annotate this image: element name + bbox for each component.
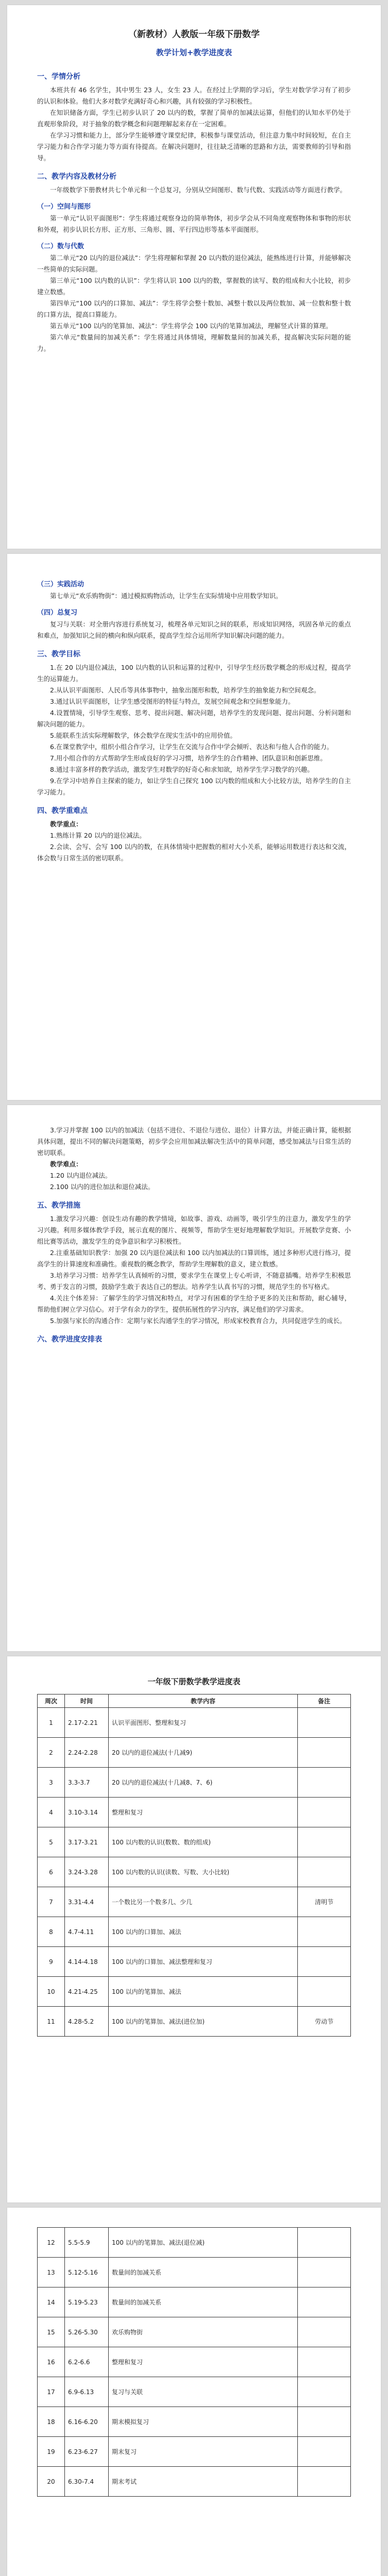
goal-item: 4.设置情境，引导学生观察、思考、提出问题、解决问题，培养学生的发现问题、提出问题、分析问题和解决问题的能力。 xyxy=(37,709,351,728)
goal-item: 3.通过认识平面图形，让学生感受图形的特征与特点，发展空间观念和空间想象能力。 xyxy=(50,698,295,705)
cell-content: 100 以内的口算加、减法整理和复习 xyxy=(109,1947,298,1977)
cell-week: 12 xyxy=(38,2228,65,2258)
subheading-space-shape: （一）空间与图形 xyxy=(37,203,91,211)
unit-description: 第四单元“100 以内的口算加、减法”：学生将学会整十数加、减整十数以及两位数加、减一位数和整十数的口算方法，提高口算能力。 xyxy=(37,299,351,318)
column-header-note: 备注 xyxy=(298,1694,351,1708)
cell-week: 4 xyxy=(38,1798,65,1827)
cell-week: 17 xyxy=(38,2377,65,2407)
cell-date: 4.28-5.2 xyxy=(65,2007,109,2037)
cell-week: 6 xyxy=(38,1857,65,1887)
cell-date: 3.31-4.4 xyxy=(65,1887,109,1917)
unit-description: 第一单元“认识平面图形”：学生将通过观察身边的简单物体，初步学会从不同角度观察物体和事物的形状和外观，初步认识长方形、正方形、三角形、圆、平行四边形等基本平面图形。 xyxy=(37,214,351,233)
cell-content: 整理和复习 xyxy=(109,1798,298,1827)
cell-content: 100 以内数的认识(读数、写数、大小比较) xyxy=(109,1857,298,1887)
cell-content: 期末模拟复习 xyxy=(109,2407,298,2437)
cell-date: 6.30-7.4 xyxy=(65,2467,109,2497)
cell-week: 9 xyxy=(38,1947,65,1977)
goal-item: 5.能联系生活实际理解数学，体会数学在现实生活中的应用价值。 xyxy=(50,732,237,739)
cell-content: 整理和复习 xyxy=(109,2347,298,2377)
cell-week: 10 xyxy=(38,1977,65,2007)
cell-note xyxy=(298,2258,351,2287)
cell-date: 6.9-6.13 xyxy=(65,2377,109,2407)
table-row xyxy=(38,2437,351,2467)
cell-note xyxy=(298,1947,351,1977)
column-header-week: 周次 xyxy=(38,1694,65,1708)
cell-content: 100 以内的笔算加、减法 xyxy=(109,1977,298,2007)
section-heading-measures: 五、教学措施 xyxy=(37,1201,80,1210)
cell-week: 5 xyxy=(38,1827,65,1857)
cell-content: 100 以内的笔算加、减法(进位加) xyxy=(109,2007,298,2037)
section-heading-learning-analysis: 一、学情分析 xyxy=(37,73,80,81)
subheading-practice: （三）实践活动 xyxy=(37,581,85,588)
schedule-table-title: 一年级下册数学教学进度表 xyxy=(147,1677,241,1686)
cell-content: 100 以内数的认识(数数、数的组成) xyxy=(109,1827,298,1857)
subheading-review: （四）总复习 xyxy=(37,609,78,617)
key-point-item: 1.熟练计算 20 以内的退位减法。 xyxy=(50,832,146,839)
cell-content: 一个数比另一个数多几、少几 xyxy=(109,1887,298,1917)
cell-week: 3 xyxy=(38,1768,65,1798)
cell-date: 5.12-5.16 xyxy=(65,2258,109,2287)
cell-week: 13 xyxy=(38,2258,65,2287)
cell-note xyxy=(298,1768,351,1798)
cell-content: 20 以内的退位减法(十几减9) xyxy=(109,1738,298,1768)
table-row xyxy=(38,1917,351,1947)
table-row xyxy=(38,1768,351,1798)
cell-note xyxy=(298,2377,351,2407)
unit-description: 第二单元“20 以内的退位减法”：学生将理解和掌握 20 以内数的退位减法，能熟练进行计算，并能够解决一些简单的实际问题。 xyxy=(37,254,351,273)
key-points-label: 教学重点： xyxy=(50,820,82,828)
table-row xyxy=(38,1977,351,2007)
cell-week: 20 xyxy=(38,2467,65,2497)
table-row xyxy=(38,2228,351,2258)
measure-item: 1.激发学习兴趣：创设生动有趣的教学情境，如故事、游戏、动画等，吸引学生的注意力，激发学生的学习兴趣。利用多媒体教学手段，展示直观的图片、视频等，帮助学生更好地理解数学知识。开展数学竞赛、小组比赛等活动，激发学生的竞争意识和学习积极性。 xyxy=(37,1215,351,1245)
table-row xyxy=(38,1947,351,1977)
cell-date: 3.24-3.28 xyxy=(65,1857,109,1887)
cell-date: 3.3-3.7 xyxy=(65,1768,109,1798)
section-heading-schedule: 六、教学进度安排表 xyxy=(37,1335,102,1344)
cell-content: 100 以内的口算加、减法 xyxy=(109,1917,298,1947)
column-header-date: 时间 xyxy=(65,1694,109,1708)
paragraph: 一年级数学下册教材共七个单元和一个总复习，分别从空间图形、数与代数、实践活动等方面进行教学。 xyxy=(50,186,347,194)
table-row xyxy=(38,1708,351,1738)
document-subtitle: 教学计划+教学进度表 xyxy=(156,48,232,57)
key-point-item: 2.会读、会写、会写 100 以内的数，在具体情境中把握数的相对大小关系，能够运用数进行表达和交流，体会数与日常生活的密切联系。 xyxy=(37,843,351,862)
cell-date: 2.17-2.21 xyxy=(65,1708,109,1738)
cell-note xyxy=(298,2467,351,2497)
cell-note xyxy=(298,2228,351,2258)
difficulty-label: 教学难点： xyxy=(50,1160,82,1168)
cell-week: 18 xyxy=(38,2407,65,2437)
cell-date: 4.14-4.18 xyxy=(65,1947,109,1977)
cell-week: 16 xyxy=(38,2347,65,2377)
cell-note xyxy=(298,1857,351,1887)
unit-description: 第五单元“100 以内的笔算加、减法”：学生将学会 100 以内的笔算加减法，理解竖式计算的算理。 xyxy=(50,322,332,330)
table-row xyxy=(38,2317,351,2347)
cell-week: 14 xyxy=(38,2287,65,2317)
cell-week: 2 xyxy=(38,1738,65,1768)
cell-note xyxy=(298,2317,351,2347)
goal-item: 7.用小组合作的方式帮助学生形成良好的学习习惯，培养学生的合作精神、团队意识和创新思维。 xyxy=(50,754,327,762)
table-row xyxy=(38,2347,351,2377)
document-page-4 xyxy=(7,1656,381,2202)
schedule-table xyxy=(37,1694,351,2037)
document-page-5 xyxy=(7,2208,381,2576)
cell-date: 4.7-4.11 xyxy=(65,1917,109,1947)
cell-content: 期末复习 xyxy=(109,2437,298,2467)
cell-content: 复习与关联 xyxy=(109,2377,298,2407)
paragraph: 在学习习惯和能力上，部分学生能够遵守课堂纪律，积极参与课堂活动，但注意力集中时间较短，在自主学习能力和合作学习能力等方面有待提高。在解决问题时，往往缺乏清晰的思路和方法，需要教师的引导和指导。 xyxy=(37,131,351,162)
table-row xyxy=(38,2258,351,2287)
document-page-3 xyxy=(7,1105,381,1651)
goal-item: 6.在课堂教学中，组织小组合作学习，让学生在交流与合作中学会倾听、表达和与他人合作的能力。 xyxy=(50,743,333,751)
document-page-2 xyxy=(7,554,381,1100)
cell-note: 清明节 xyxy=(298,1887,351,1917)
table-row xyxy=(38,2287,351,2317)
table-row xyxy=(38,2407,351,2437)
paragraph: 本班共有 46 名学生，其中男生 23 人，女生 23 人。在经过上学期的学习后，学生对数学学习有了初步的认识和体验。他们大多对数学充满好奇心和兴趣，具有较强的学习积极性。 xyxy=(37,86,351,105)
table-row xyxy=(38,2467,351,2497)
table-row xyxy=(38,2007,351,2037)
table-row xyxy=(38,2377,351,2407)
cell-note: 劳动节 xyxy=(298,2007,351,2037)
unit-description: 第三单元“100 以内数的认识”：学生将认识 100 以内的数，掌握数的读写、数的组成和大小比较，初步建立数感。 xyxy=(37,277,351,296)
cell-date: 3.10-3.14 xyxy=(65,1798,109,1827)
cell-content: 20 以内的退位减法(十几减8、7、6) xyxy=(109,1768,298,1798)
table-row xyxy=(38,1798,351,1827)
cell-date: 6.2-6.6 xyxy=(65,2347,109,2377)
cell-date: 6.16-6.20 xyxy=(65,2407,109,2437)
document-page-1 xyxy=(7,5,381,549)
cell-date: 2.24-2.28 xyxy=(65,1738,109,1768)
cell-week: 8 xyxy=(38,1917,65,1947)
cell-note xyxy=(298,2437,351,2467)
measure-item: 4.关注个体差异：了解学生的学习情况和特点，对学习有困难的学生给予更多的关注和帮助，耐心辅导，帮助他们树立学习信心。对于学有余力的学生，提供拓展性的学习内容，满足他们的学习需求。 xyxy=(37,1294,351,1313)
schedule-table-continued xyxy=(37,2227,351,2497)
column-header-content: 教学内容 xyxy=(109,1694,298,1708)
cell-week: 1 xyxy=(38,1708,65,1738)
cell-note xyxy=(298,2347,351,2377)
cell-week: 7 xyxy=(38,1887,65,1917)
goal-item: 2.从认识平面图形、人民币等具体事物中，抽象出图形和数，培养学生的抽象能力和空间观念。 xyxy=(50,686,320,694)
goal-item: 8.通过丰富多样的教学活动，激发学生对数学的好奇心和求知欲，培养学生学习数学的兴趣。 xyxy=(50,766,314,773)
cell-note xyxy=(298,1977,351,2007)
section-heading-goals: 三、教学目标 xyxy=(37,650,80,658)
measure-item: 5.加强与家长的沟通合作：定期与家长沟通学生的学习情况，形成家校教育合力，共同促进学生的成长。 xyxy=(50,1317,346,1325)
table-row xyxy=(38,1827,351,1857)
key-point-item: 3.学习并掌握 100 以内的加减法（包括不进位、不退位与进位、退位）计算方法，并能正确计算，能根据具体问题，提出不同的解决问题策略，初步学会应用加减法解决生活中的简单问题，感受加减法与日常生活的密切联系。 xyxy=(37,1126,351,1157)
cell-note xyxy=(298,2287,351,2317)
measure-item: 3.培养学习习惯：培养学生认真倾听的习惯，要求学生在课堂上专心听讲，不随意插嘴。培养学生积极思考、勇于发言的习惯，鼓励学生敢于表达自己的想法。培养学生认真书写的习惯，规范学生的书写格式。 xyxy=(37,1272,351,1291)
cell-note xyxy=(298,1917,351,1947)
subheading-number-algebra: （二）数与代数 xyxy=(37,243,85,250)
measure-item: 2.注重基础知识教学：加强 20 以内退位减法和 100 以内加减法的口算训练，通过多种形式进行练习，提高学生的计算速度和准确性。重视数的概念教学，帮助学生理解数的意义，建立数感。 xyxy=(37,1249,351,1268)
cell-note xyxy=(298,1827,351,1857)
cell-date: 3.17-3.21 xyxy=(65,1827,109,1857)
cell-note xyxy=(298,1708,351,1738)
unit-description: 第七单元“欢乐购物街”：通过模拟购物活动，让学生在实际情境中应用数学知识。 xyxy=(50,592,282,600)
document-title: （新教材）人教版一年级下册数学 xyxy=(128,29,260,40)
cell-note xyxy=(298,1738,351,1768)
table-row xyxy=(38,1857,351,1887)
cell-week: 11 xyxy=(38,2007,65,2037)
cell-content: 认识平面图形、整理和复习 xyxy=(109,1708,298,1738)
cell-content: 欢乐购物街 xyxy=(109,2317,298,2347)
cell-content: 100 以内的笔算加、减法(退位减) xyxy=(109,2228,298,2258)
cell-week: 15 xyxy=(38,2317,65,2347)
cell-date: 5.19-5.23 xyxy=(65,2287,109,2317)
cell-note xyxy=(298,2407,351,2437)
section-heading-content-analysis: 二、教学内容及教材分析 xyxy=(37,173,116,181)
paragraph: 复习与关联：对全册内容进行系统复习，梳理各单元知识之间的联系，形成知识网络，巩固各单元的重点和难点，加强知识之间的横向和纵向联系，提高学生综合运用所学知识解决问题的能力。 xyxy=(37,620,351,639)
difficulty-item: 2.100 以内的进位加法和退位减法。 xyxy=(50,1183,155,1191)
paragraph: 在知识储备方面，学生已初步认识了 20 以内的数，掌握了简单的加减法运算，但他们的认知水平仍处于直观形象阶段，对于抽象的数学概念和问题理解起来存在一定困难。 xyxy=(37,109,351,128)
cell-content: 数量间的加减关系 xyxy=(109,2258,298,2287)
table-row xyxy=(38,1738,351,1768)
cell-date: 5.5-5.9 xyxy=(65,2228,109,2258)
cell-date: 5.26-5.30 xyxy=(65,2317,109,2347)
cell-date: 4.21-4.25 xyxy=(65,1977,109,2007)
table-row xyxy=(38,1887,351,1917)
section-heading-key-points: 四、教学重难点 xyxy=(37,807,88,815)
unit-description: 第六单元“数量间的加减关系”：学生将通过具体情境，理解数量间的加减关系，提高解决实际问题的能力。 xyxy=(37,333,351,352)
cell-week: 19 xyxy=(38,2437,65,2467)
goal-item: 9.在学习中培养自主探索的能力，如让学生自己探究 100 以内数的组成和大小比较方法，培养学生的自主学习能力。 xyxy=(37,777,351,796)
cell-note xyxy=(298,1798,351,1827)
cell-date: 6.23-6.27 xyxy=(65,2437,109,2467)
cell-content: 期末考试 xyxy=(109,2467,298,2497)
difficulty-item: 1.20 以内退位减法。 xyxy=(50,1172,112,1179)
goal-item: 1.在 20 以内退位减法，100 以内数的认识和运算的过程中，引导学生经历数学概念的形成过程，提高学生的运算能力。 xyxy=(37,664,351,683)
cell-content: 数量间的加减关系 xyxy=(109,2287,298,2317)
